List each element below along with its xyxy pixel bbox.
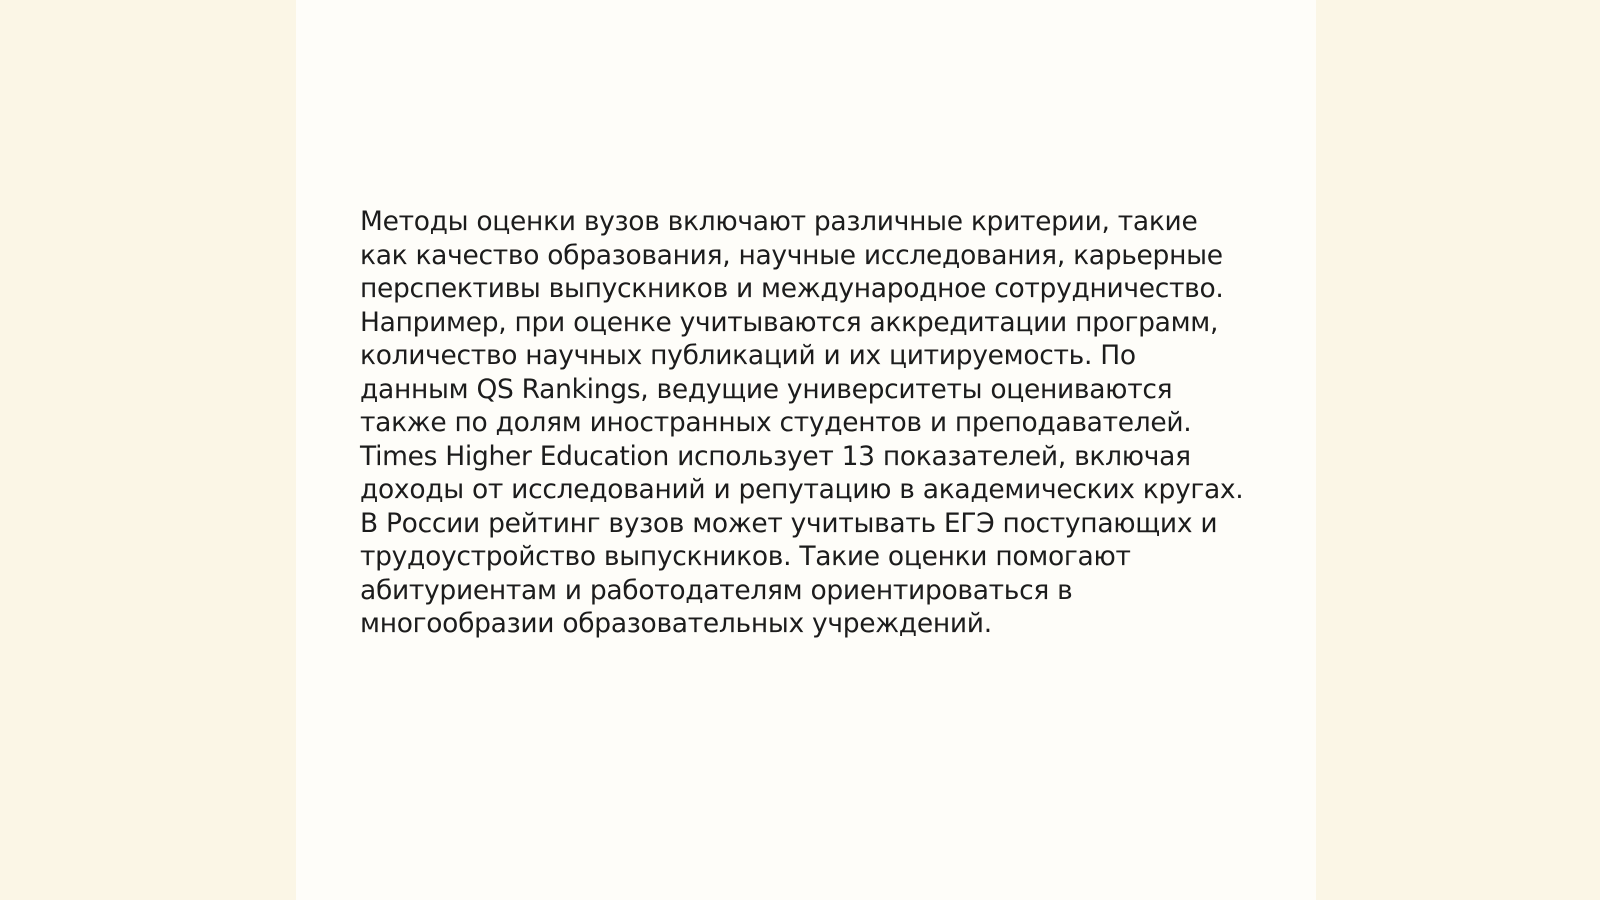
paragraph-line: как качество образования, научные исследования, карьерные <box>360 239 1223 271</box>
paragraph-line: В России рейтинг вузов может учитывать ЕГЭ поступающих и <box>360 507 1218 539</box>
paragraph-line: доходы от исследований и репутацию в академических кругах. <box>360 474 1244 505</box>
paragraph-line: многообразии образовательных учреждений. <box>360 608 992 639</box>
slide-canvas <box>296 0 1316 900</box>
body-paragraph <box>360 205 1244 641</box>
paragraph-line: данным QS Rankings, ведущие университеты оцениваются <box>360 373 1173 405</box>
paragraph-line: Times Higher Education использует 13 показателей, включая <box>360 440 1191 472</box>
paragraph-line: Например, при оценке учитываются аккредитации программ, <box>360 306 1219 338</box>
paragraph-line: трудоустройство выпускников. Такие оценки помогают <box>360 541 1131 572</box>
paragraph-line: перспективы выпускников и международное сотрудничество. <box>360 273 1224 304</box>
paragraph-line: также по долям иностранных студентов и преподавателей. <box>360 407 1192 438</box>
paragraph-line: Методы оценки вузов включают различные критерии, такие <box>360 206 1198 237</box>
paragraph-line: количество научных публикаций и их цитируемость. По <box>360 340 1136 371</box>
paragraph-line: абитуриентам и работодателям ориентироваться в <box>360 574 1073 606</box>
